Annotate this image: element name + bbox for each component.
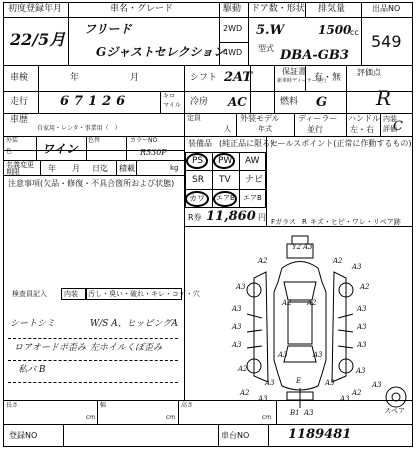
- fuel-value: G: [316, 95, 328, 110]
- mark-19: A3: [265, 379, 275, 387]
- mark-front: Y2: [292, 243, 302, 251]
- spare-label: スペア: [384, 407, 405, 415]
- drive-4wd: 4WD: [223, 48, 243, 57]
- kg-unit: kg: [170, 164, 179, 172]
- height-label: 高さ: [181, 402, 194, 409]
- warranty-options: 有・無: [314, 73, 342, 83]
- recycle-label: R券: [188, 213, 202, 222]
- equip-navi: ナビ: [245, 175, 264, 185]
- sales-point-label: セールスポイント(正常に作動するもの): [270, 139, 412, 148]
- shift-label: シフト: [190, 73, 218, 83]
- equip-aw: AW: [245, 156, 260, 166]
- dealer-sub: 並行: [307, 125, 323, 134]
- name-change-label: 名義変更: [6, 161, 34, 169]
- reg-no-label: 登録NO: [9, 431, 38, 440]
- name-change-day: 日迄: [92, 164, 108, 173]
- item-no-label: 出品NO: [372, 4, 401, 13]
- name-change-month: 月: [72, 164, 80, 173]
- height-unit: cm: [262, 414, 272, 421]
- mark-14: A2: [307, 299, 317, 307]
- interior-score-sub: 評価: [383, 125, 397, 133]
- mark-3: A2: [333, 257, 343, 265]
- name-change-deadline: 期限: [6, 168, 20, 176]
- fuel-label: 燃料: [280, 97, 299, 107]
- first-reg-value: 22/5月: [10, 30, 66, 49]
- length-unit: cm: [86, 414, 96, 421]
- equip-pw: PW: [218, 156, 233, 166]
- mark-6: A2: [360, 283, 370, 291]
- mark-8: A3: [232, 323, 242, 331]
- dealer-label: ディーラー: [298, 114, 338, 123]
- model-label: 型式: [258, 44, 274, 53]
- mark-18: A3: [356, 367, 366, 375]
- glass-label: Fガラス: [271, 218, 296, 226]
- mark-23: A2: [240, 389, 250, 397]
- warranty-label: 保証書: [282, 67, 306, 76]
- note-line-1b: W/S A、ヒッピングA: [90, 319, 178, 329]
- name-change-year: 年: [48, 164, 56, 173]
- interior-score-label: 内装: [383, 115, 397, 123]
- mark-20: E: [296, 377, 302, 385]
- mileage-value: 67126: [60, 94, 131, 109]
- mile-unit: マイル: [163, 102, 181, 109]
- inspector-label: 検査員記入: [12, 290, 47, 298]
- mark-16: A3: [313, 351, 323, 359]
- drive-label: 駆動: [223, 4, 242, 14]
- mark-2: A2: [258, 257, 268, 265]
- mileage-label: 走行: [10, 97, 29, 107]
- mark-22: A3: [372, 381, 382, 389]
- width-label: 幅: [100, 402, 107, 409]
- equipment-label: 装備品: [188, 139, 212, 148]
- equip-tv: TV: [219, 175, 231, 185]
- first-reg-label: 初度登録年月: [8, 4, 63, 14]
- car-name-value: フリード: [84, 22, 132, 36]
- interior-tag: 内装: [64, 290, 78, 298]
- displacement-label: 排気量: [318, 4, 346, 14]
- handle-sub: 左・右: [350, 125, 374, 134]
- shift-value: 2AT: [224, 70, 253, 85]
- exterior-color-value: ワイン: [42, 142, 78, 156]
- mark-4: A3: [352, 263, 362, 271]
- mark-5: A3: [236, 283, 246, 291]
- exterior-sub: 色: [6, 148, 13, 155]
- displacement-value: 1500: [318, 23, 352, 37]
- equip-leather: カワ: [189, 194, 205, 203]
- model-year-sub: 年式: [258, 125, 272, 133]
- score-value: R: [376, 86, 392, 110]
- mark-7: A3: [232, 305, 242, 313]
- equip-airbag-1: エアB: [216, 194, 235, 202]
- chassis-value: 1189481: [288, 427, 352, 442]
- mark-17: A2: [238, 365, 248, 373]
- color-no-value: R530P: [140, 148, 167, 157]
- note-line-3: 私バ B: [18, 365, 46, 375]
- equip-sr: SR: [192, 175, 204, 185]
- handle-label: ハンドル: [348, 114, 380, 123]
- mark-9: A3: [232, 341, 242, 349]
- km-unit: キロ: [163, 93, 176, 100]
- equip-airbag-2: エアB: [243, 194, 262, 202]
- glass-sub: R: [302, 218, 307, 226]
- damage-key: キズ・ヒビ・ワレ・リペア跡: [310, 218, 401, 226]
- grade-value: Gジャストセレクション: [96, 45, 226, 59]
- mark-11: A3: [357, 323, 367, 331]
- car-name-label: 車名・グレード: [110, 4, 174, 14]
- model-value: DBA-GB3: [280, 48, 349, 63]
- loaded-label: 積載: [119, 164, 135, 173]
- item-no-value: 549: [371, 32, 402, 51]
- door-value: 5.W: [256, 23, 285, 38]
- mark-13: A2: [282, 299, 292, 307]
- yen-unit: 円: [258, 213, 266, 222]
- equip-ps: PS: [192, 156, 204, 166]
- notes-label: 注意事項(欠品・修復・不具合箇所および状態): [8, 179, 175, 188]
- note-line-1: シートシミ: [10, 319, 56, 329]
- score-label: 評価点: [357, 68, 381, 77]
- capacity-unit: 人: [224, 125, 231, 133]
- mark-12: A3: [357, 341, 367, 349]
- color-no-label: カラーNO: [130, 137, 158, 144]
- mark-26: A2: [352, 389, 362, 397]
- mark-front-2: A3: [303, 243, 313, 251]
- ac-value: AC: [228, 95, 247, 109]
- chassis-label: 車台NO: [221, 431, 250, 440]
- width-unit: cm: [166, 414, 176, 421]
- exterior-label: 外装: [6, 137, 19, 144]
- recycle-value: 11,860: [206, 209, 256, 224]
- drive-2wd: 2WD: [223, 24, 243, 33]
- mark-27: A3: [258, 395, 268, 403]
- history-label: 車歴: [10, 115, 29, 125]
- color-change-label: 色替: [88, 137, 101, 144]
- mark-21: A3: [325, 379, 335, 387]
- mark-15: A3: [278, 351, 288, 359]
- mark-10: A3: [357, 305, 367, 313]
- capacity-label: 定員: [187, 114, 201, 122]
- inspection-label: 車検: [10, 73, 29, 83]
- warranty-sub: 新車時ディーラー発行: [277, 78, 327, 84]
- inspection-year-unit: 年: [70, 73, 80, 83]
- ac-label: 冷房: [190, 97, 209, 107]
- note-line-2: ロアオードポ歪み: [14, 343, 86, 353]
- model-year-label: 外装モデル: [240, 114, 280, 123]
- inspection-month-unit: 月: [130, 73, 140, 83]
- interior-options: 汚し・臭い・破れ・キレ・コゲ・穴: [88, 290, 200, 298]
- note-line-2b: 左ホイルくぼ歪み: [90, 343, 163, 353]
- length-label: 長さ: [6, 402, 19, 409]
- equipment-note: (純正品に限る): [219, 139, 274, 148]
- door-label: ドア数・形状: [251, 4, 305, 14]
- history-sub: 自家用・レンタ・事業用（ ）: [37, 125, 121, 132]
- mark-28: A3: [340, 395, 350, 403]
- mark-24: B1: [290, 409, 300, 417]
- interior-score-value: C: [393, 119, 403, 134]
- mark-25: A3: [304, 409, 314, 417]
- cc-unit: cc: [350, 28, 359, 37]
